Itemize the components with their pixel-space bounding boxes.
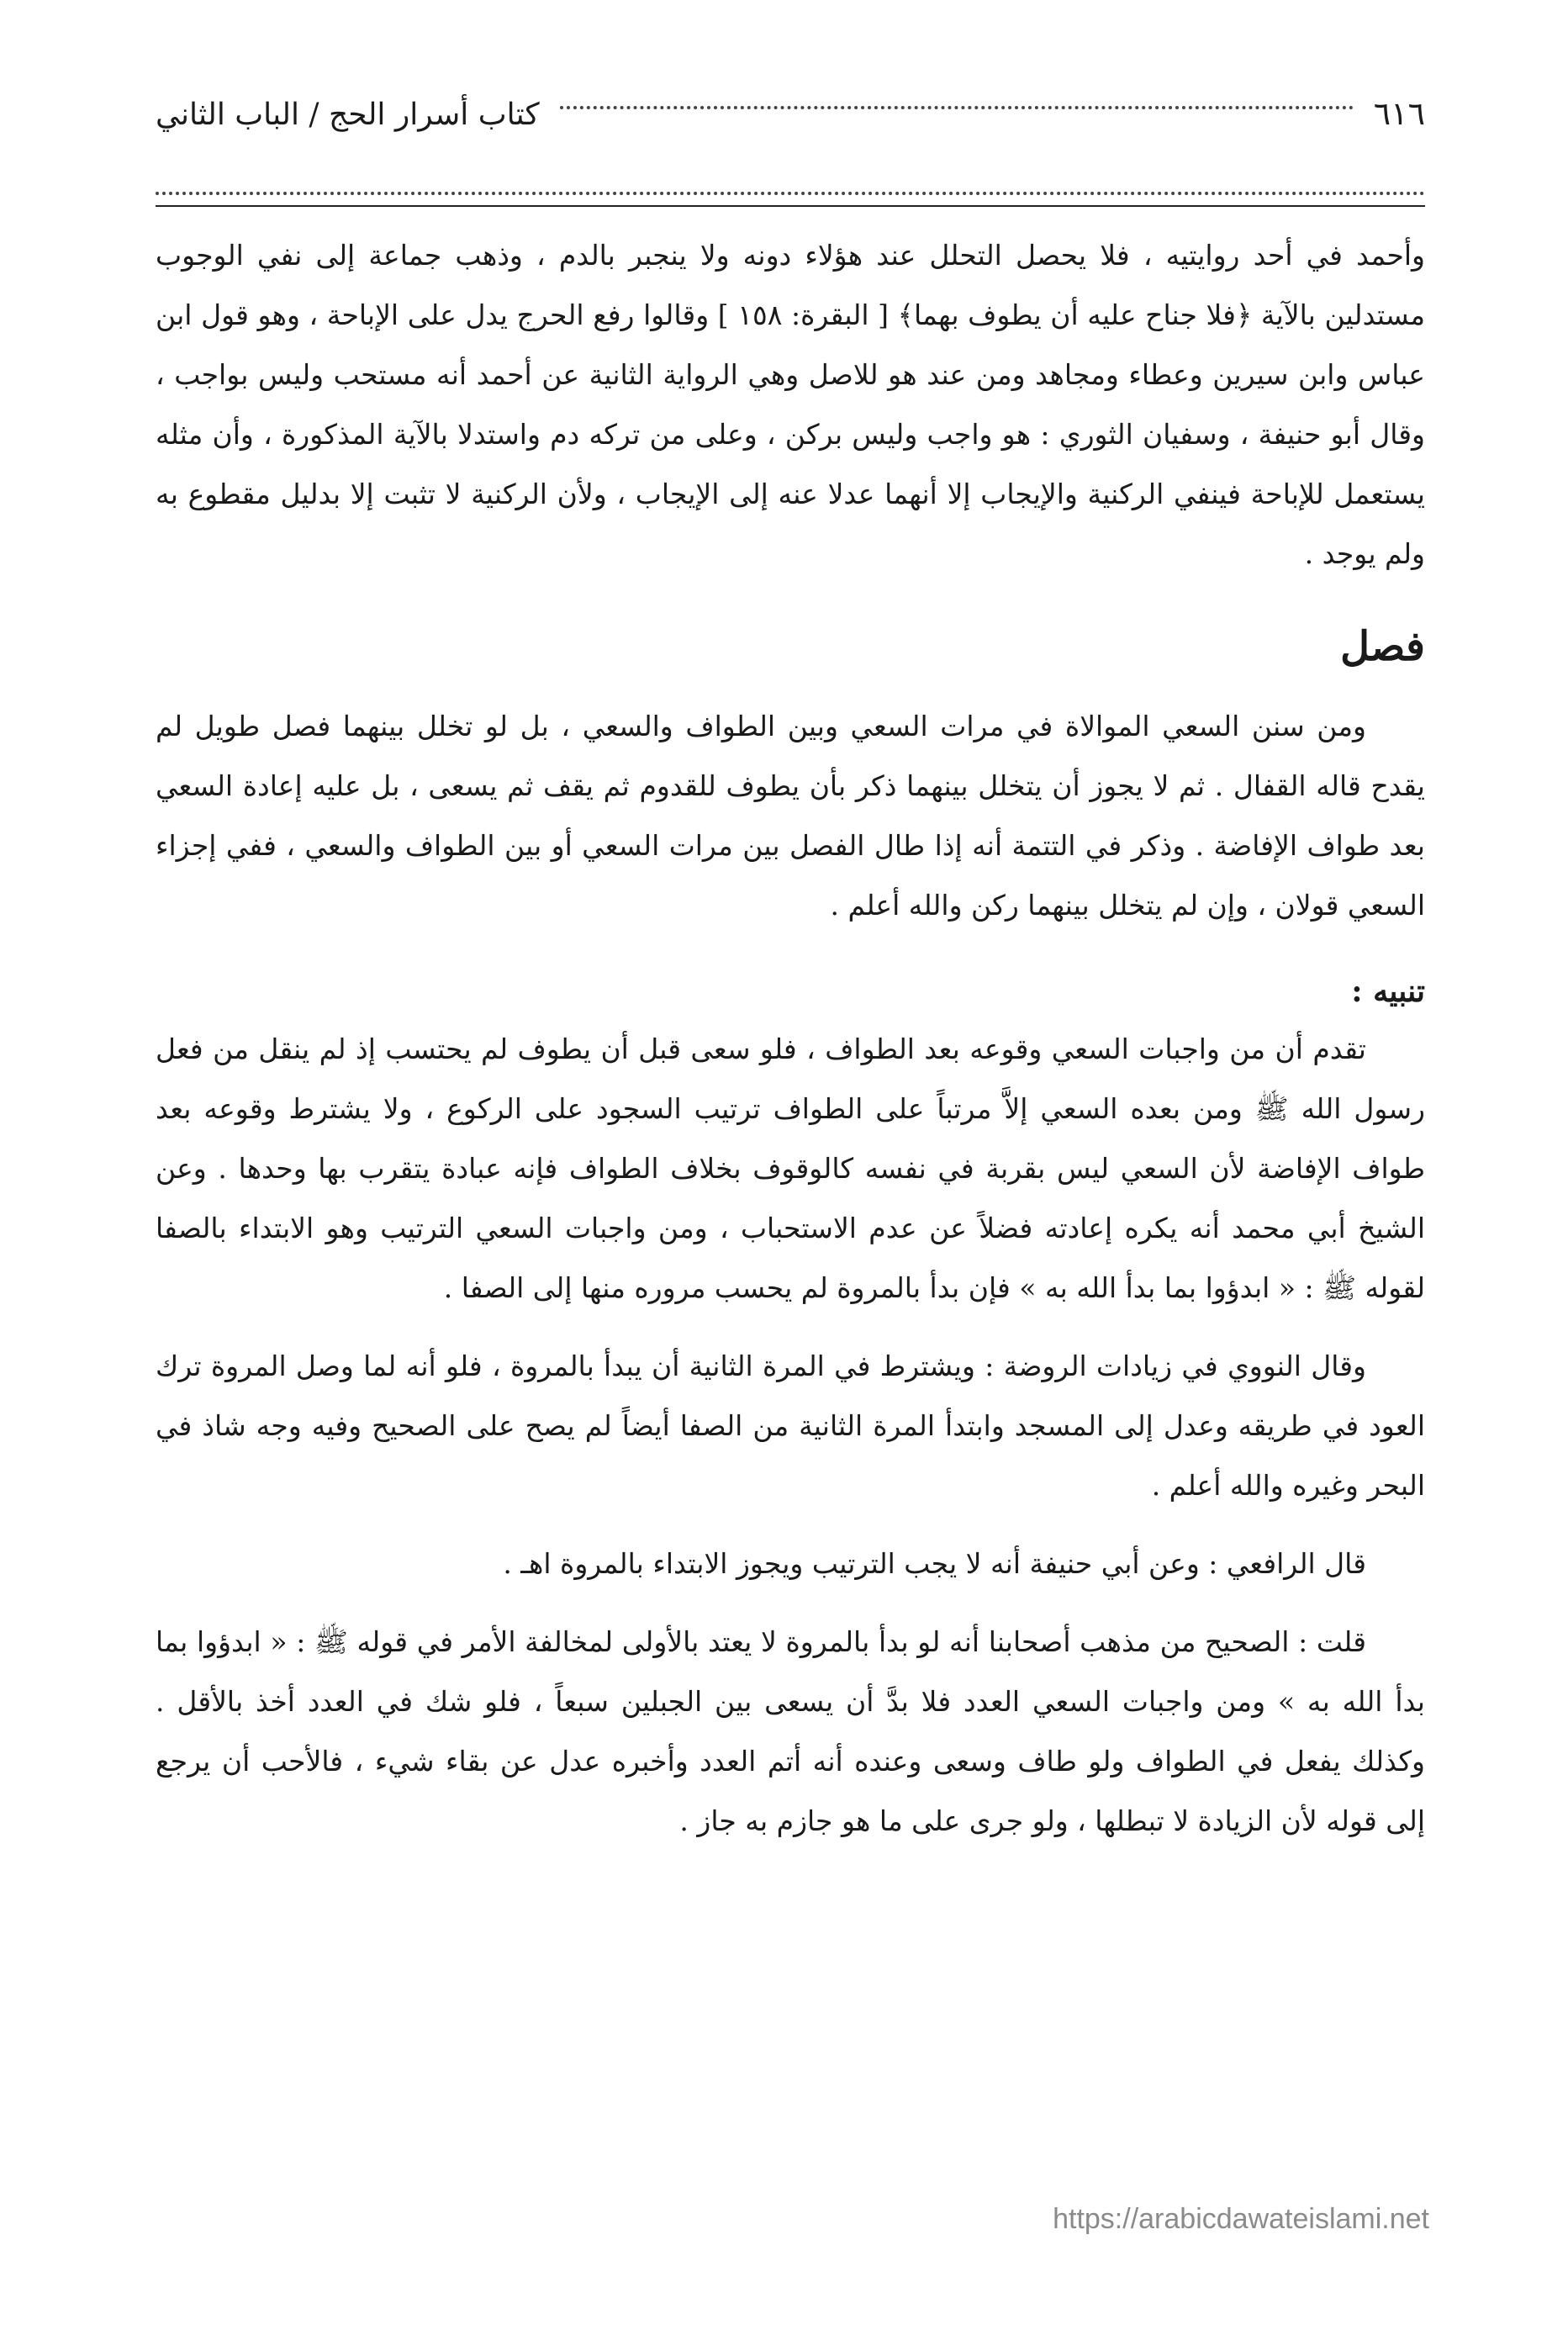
paragraph-6: قلت : الصحيح من مذهب أصحابنا أنه لو بدأ بالمروة لا يعتد بالأولى لمخالفة الأمر في قوله ﷺ : « ابدؤوا بما بدأ الله به » ومن واجبات السعي العدد فلا بدَّ أن يسعى بين الجبلين سبعاً ، فلو شك في العدد أخذ بالأقل . وكذلك يفعل في الطواف ولو طاف وسعى وعنده أنه أتم العدد وأخبره عدل عن بقاء شيء ، فالأحب أن يرجع إلى قوله لأن الزيادة لا تبطلها ، ولو جرى على ما هو جازم به جاز . [156, 1625, 1425, 1837]
header-solid-rule [156, 205, 1425, 207]
running-title: كتاب أسرار الحج / الباب الثاني [156, 98, 540, 132]
header-dotted-rule [156, 192, 1425, 195]
section-heading: فصل [1340, 623, 1425, 670]
book-page [156, 84, 1425, 1851]
paragraph-2: ومن سنن السعي الموالاة في مرات السعي وبين الطواف والسعي ، بل لو تخلل بينهما فصل طويل لم يقدح قاله القفال . ثم لا يجوز أن يتخلل بينهما ذكر بأن يطوف للقدوم ثم يقف ثم يسعى ، بل عليه إعادة السعي بعد طواف الإفاضة . وذكر في التتمة أنه إذا طال الفصل بين مرات السعي أو بين الطواف والسعي ، ففي إجزاء السعي قولان ، وإن لم يتخلل بينهما ركن والله أعلم . [156, 710, 1425, 922]
page-header [156, 84, 1425, 143]
note-heading: تنبيه : [1351, 974, 1425, 1009]
paragraph-5: قال الرافعي : وعن أبي حنيفة أنه لا يجب الترتيب ويجوز الابتداء بالمروة اهـ . [503, 1547, 1366, 1580]
watermark-url: https://arabicdawateislami.net [1053, 2203, 1429, 2235]
page-body [156, 225, 1425, 1851]
paragraph-1: وأحمد في أحد روايتيه ، فلا يحصل التحلل عند هؤلاء دونه ولا ينجبر بالدم ، وذهب جماعة إلى نفي الوجوب مستدلين بالآية ﴿فلا جناح عليه أن يطوف بهما﴾ [ البقرة: ١٥٨ ] وقالوا رفع الحرج يدل على الإباحة ، وهو قول ابن عباس وابن سيرين وعطاء ومجاهد ومن عند هو للاصل وهي الرواية الثانية عن أحمد أنه مستحب وليس بواجب ، وقال أبو حنيفة ، وسفيان الثوري : هو واجب وليس بركن ، وعلى من تركه دم واستدلا بالآية المذكورة ، وأن مثله يستعمل للإباحة فينفي الركنية والإيجاب إلا أنهما عدلا عنه إلى الإيجاب ، ولأن الركنية لا تثبت إلا بدليل مقطوع به ولم يوجد . [156, 239, 1425, 570]
page-number: ٦١٦ [1373, 95, 1425, 132]
paragraph-4: وقال النووي في زيادات الروضة : ويشترط في المرة الثانية أن يبدأ بالمروة ، فلو أنه لما وصل المروة ترك العود في طريقه وعدل إلى المسجد وابتدأ المرة الثانية من الصفا أيضاً لم يصح على الصحيح وفيه وجه شاذ في البحر وغيره والله أعلم . [156, 1350, 1425, 1502]
header-leader-dots [560, 106, 1354, 109]
paragraph-3: تقدم أن من واجبات السعي وقوعه بعد الطواف ، فلو سعى قبل أن يطوف لم يحتسب إذ لم ينقل من فعل رسول الله ﷺ ومن بعده السعي إلاَّ مرتباً على الطواف ترتيب السجود على الركوع ، ولا يشترط وقوعه بعد طواف الإفاضة لأن السعي ليس بقربة في نفسه كالوقوف بخلاف الطواف فإنه عبادة يتقرب بها وحدها . وعن الشيخ أبي محمد أنه يكره إعادته فضلاً عن عدم الاستحباب ، ومن واجبات السعي الترتيب وهو الابتداء بالصفا لقوله ﷺ : « ابدؤوا بما بدأ الله به » فإن بدأ بالمروة لم يحسب مروره منها إلى الصفا . [156, 1033, 1425, 1304]
